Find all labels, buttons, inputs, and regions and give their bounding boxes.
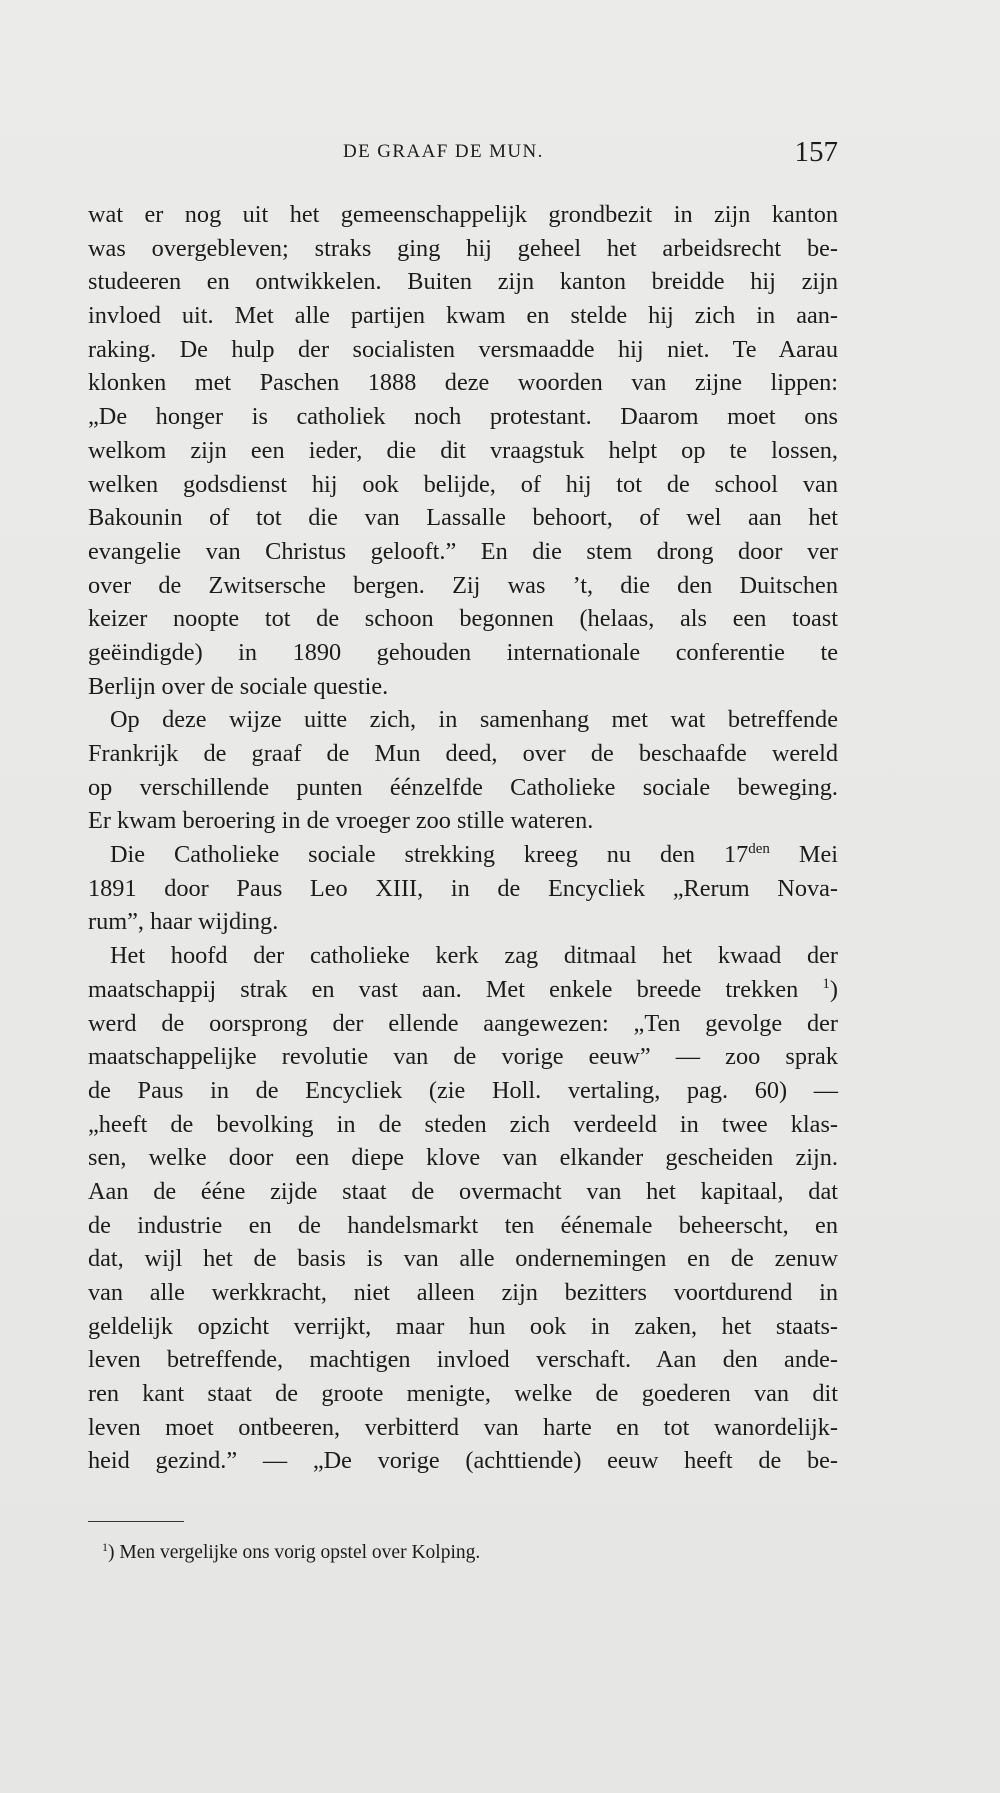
footnote-reference: 1	[822, 975, 830, 992]
text-line: geëindigde) in 1890 gehouden internationale conferentie te	[88, 638, 838, 666]
text-run: Mei	[769, 841, 838, 869]
text-line: „heeft de bevolking in de steden zich verdeeld in twee klas-	[88, 1110, 838, 1138]
running-head	[88, 136, 838, 176]
text-line: Bakounin of tot die van Lassalle behoort, of wel aan het	[88, 504, 838, 532]
footnote-marker: 1	[102, 1540, 108, 1554]
text-line: evangelie van Christus gelooft.” En die stem drong door ver	[88, 537, 838, 565]
text-line: over de Zwitsersche bergen. Zij was ’t, die den Duitschen	[88, 571, 838, 599]
text-line: dat, wijl het de basis is van alle ondernemingen en de zenuw	[88, 1245, 838, 1273]
text-line: de Paus in de Encycliek (zie Holl. vertaling, pag. 60) —	[88, 1076, 838, 1104]
text-run: Die Catholieke sociale strekking kreeg nu den 17	[110, 841, 749, 869]
page-number: 157	[794, 136, 838, 168]
footnote-text: ) Men vergelijke ons vorig opstel over Kolping.	[108, 1542, 481, 1563]
text-line: de industrie en de handelsmarkt ten éénemale beheerscht, en	[88, 1211, 838, 1239]
text-line: van alle werkkracht, niet alleen zijn bezitters voortdurend in	[88, 1279, 838, 1306]
text-line-with-footnote-ref	[88, 973, 838, 1007]
superscript: den	[748, 841, 770, 858]
text-line: sen, welke door een diepe klove van elkander gescheiden zijn.	[88, 1144, 838, 1172]
text-line: Aan de ééne zijde staat de overmacht van het kapitaal, dat	[88, 1177, 838, 1205]
text-run: )	[829, 975, 838, 1003]
text-run: maatschappij strak en vast aan. Met enkele breede trekken	[88, 975, 823, 1003]
body-text	[88, 198, 838, 1478]
text-line: ren kant staat de groote menigte, welke de goederen van dit	[88, 1380, 838, 1408]
text-line: welken godsdienst hij ook belijde, of hij tot de school van	[88, 470, 838, 498]
text-line: raking. De hulp der socialisten versmaadde hij niet. Te Aarau	[88, 335, 838, 363]
text-line: keizer noopte tot de schoon begonnen (helaas, als een toast	[88, 605, 838, 633]
text-line: werd de oorsprong der ellende aangewezen: „Ten gevolge der	[88, 1009, 838, 1037]
footnote	[102, 1542, 480, 1564]
text-line: Het hoofd der catholieke kerk zag ditmaal het kwaad der	[110, 942, 838, 970]
text-line: leven moet ontbeeren, verbitterd van harte en tot wanordelijk-	[88, 1413, 838, 1441]
text-line: 1891 door Paus Leo XIII, in de Encycliek „Rerum Nova-	[88, 874, 838, 902]
text-line: was overgebleven; straks ging hij geheel het arbeidsrecht be-	[88, 234, 838, 262]
text-line: welkom zijn een ieder, die dit vraagstuk helpt op te lossen,	[88, 436, 838, 464]
text-line: „De honger is catholiek noch protestant. Daarom moet ons	[88, 403, 838, 431]
text-line: op verschillende punten éénzelfde Catholieke sociale beweging.	[88, 773, 838, 801]
text-line: invloed uit. Met alle partijen kwam en stelde hij zich in aan-	[88, 302, 838, 330]
text-line-with-superscript	[88, 838, 838, 872]
text-line: leven betreffende, machtigen invloed verschaft. Aan den ande-	[88, 1346, 838, 1374]
footnote-divider	[88, 1521, 184, 1522]
text-line: Er kwam beroering in de vroeger zoo stille wateren.	[88, 807, 594, 835]
text-line: maatschappelijke revolutie van de vorige eeuw” — zoo sprak	[88, 1043, 838, 1071]
text-line: studeeren en ontwikkelen. Buiten zijn kanton breidde hij zijn	[88, 268, 838, 296]
text-line: rum”, haar wijding.	[88, 908, 279, 936]
running-title: DE GRAAF DE MUN.	[343, 141, 544, 162]
text-line: klonken met Paschen 1888 deze woorden van zijne lippen:	[88, 369, 838, 397]
text-line: Berlijn over de sociale questie.	[88, 672, 389, 700]
text-line: Op deze wijze uitte zich, in samenhang met wat betreffende	[110, 706, 838, 734]
text-line: wat er nog uit het gemeenschappelijk grondbezit in zijn kanton	[88, 201, 838, 228]
text-line: geldelijk opzicht verrijkt, maar hun ook in zaken, het staats-	[88, 1312, 838, 1340]
text-line: Frankrijk de graaf de Mun deed, over de beschaafde wereld	[88, 740, 838, 767]
text-line: heid gezind.” — „De vorige (achttiende) eeuw heeft de be-	[88, 1447, 838, 1475]
